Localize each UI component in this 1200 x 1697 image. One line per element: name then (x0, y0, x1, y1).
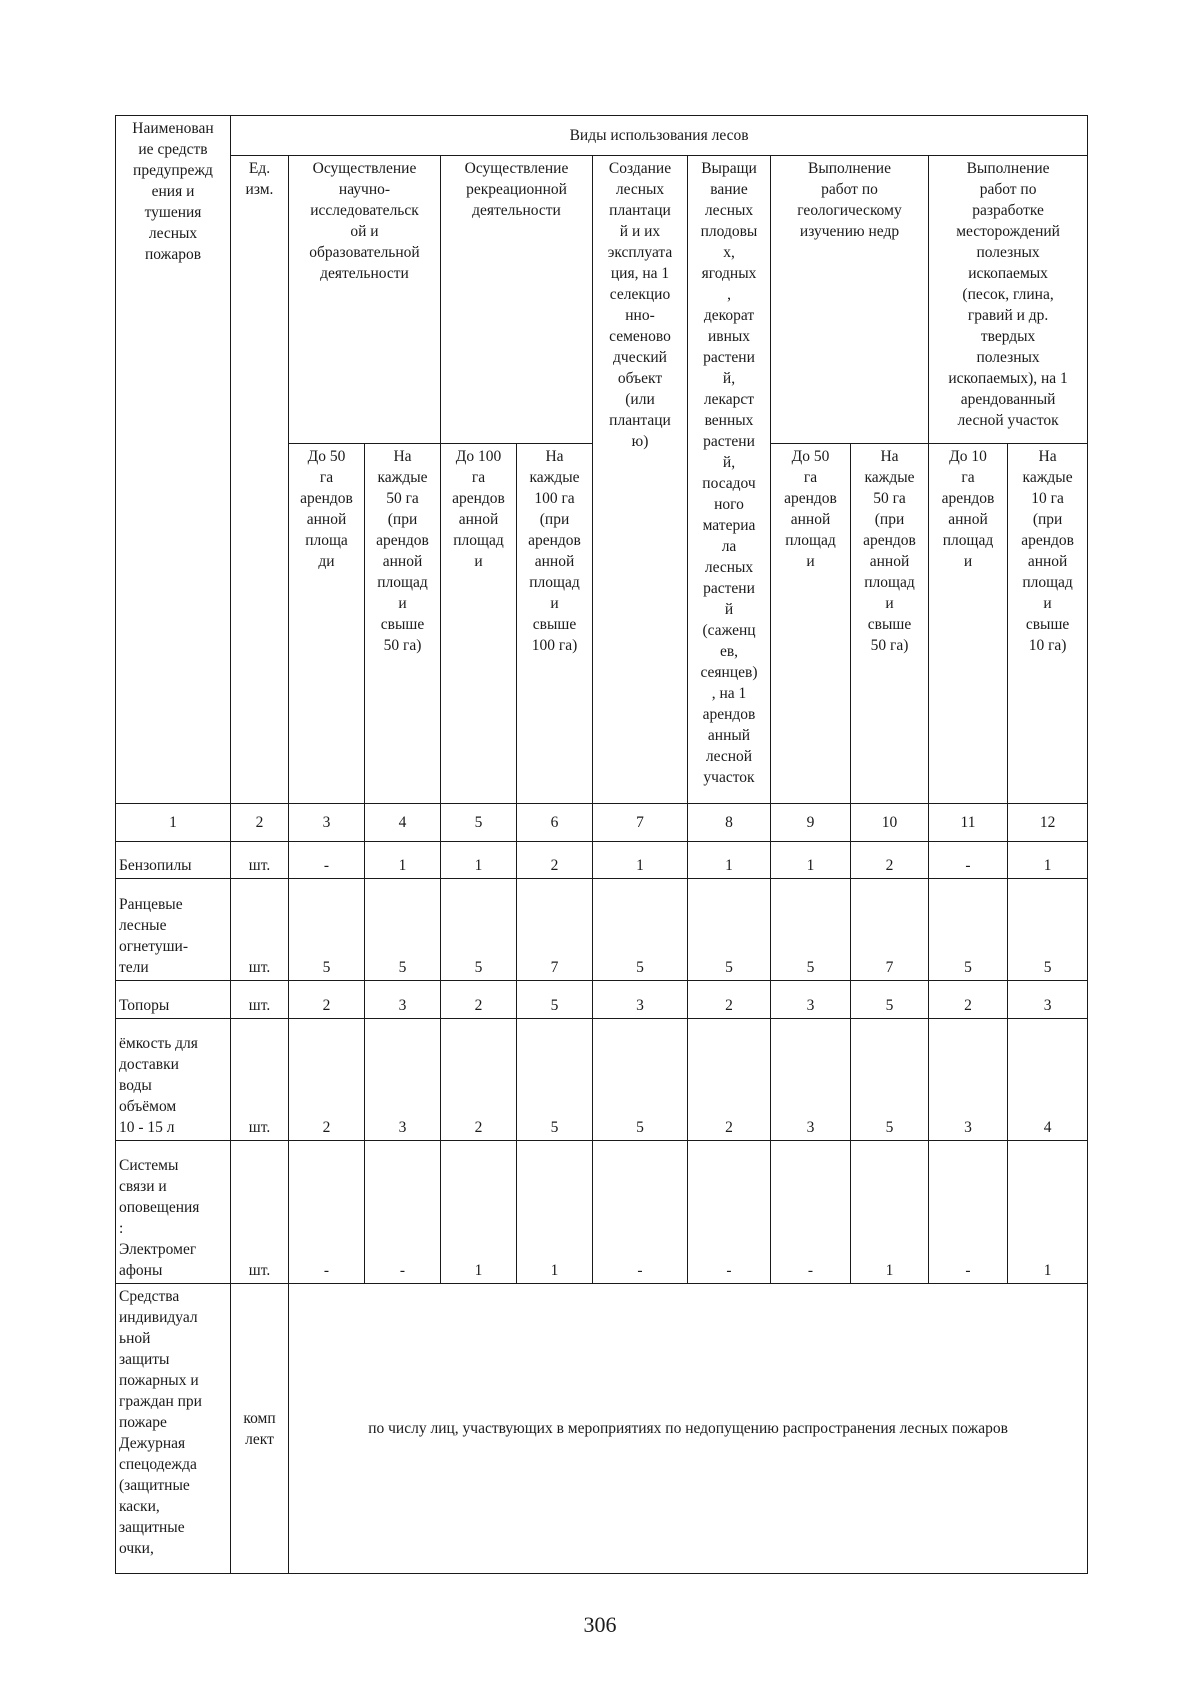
row-unit: шт. (231, 842, 289, 879)
row-name: Бензопилы (116, 842, 231, 879)
row-value: 2 (441, 1019, 517, 1141)
row-value: 2 (517, 842, 593, 879)
row-value: 7 (517, 879, 593, 981)
column-number: 4 (365, 804, 441, 842)
row-value: 3 (593, 981, 688, 1019)
row-value: 5 (517, 1019, 593, 1141)
row-name: Топоры (116, 981, 231, 1019)
table-row (116, 1284, 1088, 1574)
column-number: 1 (116, 804, 231, 842)
table-row (116, 842, 1088, 879)
header-name-column: Наименован ие средств предупрежд ения и тушения лесных пожаров (116, 116, 231, 804)
row-value: 5 (593, 1019, 688, 1141)
column-number: 6 (517, 804, 593, 842)
header-col-9: До 50 га арендов анной площад и (771, 444, 851, 804)
row-name: ёмкость для доставки воды объёмом 10 - 15 л (116, 1019, 231, 1141)
row-value: 2 (688, 981, 771, 1019)
row-unit: шт. (231, 981, 289, 1019)
row-value: 1 (517, 1141, 593, 1284)
row-note: по числу лиц, участвующих в мероприятиях по недопущению распространения лесных пожаров (289, 1284, 1088, 1574)
row-value: 3 (365, 981, 441, 1019)
row-value: - (365, 1141, 441, 1284)
column-number: 5 (441, 804, 517, 842)
column-number: 12 (1008, 804, 1088, 842)
header-col-12: На каждые 10 га (при арендов анной площад и свыше 10 га) (1008, 444, 1088, 804)
column-number: 10 (851, 804, 929, 842)
column-number: 9 (771, 804, 851, 842)
row-name: Средства индивидуал ьной защиты пожарных и граждан при пожаре Дежурная спецодежда (защитные каски, защитные очки, (116, 1284, 231, 1574)
header-group-recreation: Осуществление рекреационной деятельности (441, 156, 593, 444)
header-group-mining: Выполнение работ по разработке месторождений полезных ископаемых (песок, глина, гравий и др. твердых полезных ископаемых), на 1 арендованный лесной участок (929, 156, 1088, 444)
row-value: 1 (771, 842, 851, 879)
row-value: 5 (441, 879, 517, 981)
header-group-geology: Выполнение работ по геологическому изучению недр (771, 156, 929, 444)
row-value: 1 (851, 1141, 929, 1284)
table-row (116, 1019, 1088, 1141)
row-value: - (929, 1141, 1008, 1284)
row-value: 3 (365, 1019, 441, 1141)
row-unit: шт. (231, 1019, 289, 1141)
column-number: 2 (231, 804, 289, 842)
header-col-5: До 100 га арендов анной площад и (441, 444, 517, 804)
row-value: - (929, 842, 1008, 879)
row-value: - (289, 1141, 365, 1284)
row-value: 1 (441, 1141, 517, 1284)
row-value: 5 (851, 981, 929, 1019)
row-value: - (771, 1141, 851, 1284)
row-value: 7 (851, 879, 929, 981)
row-value: - (688, 1141, 771, 1284)
header-col-3: До 50 га арендов анной площа ди (289, 444, 365, 804)
row-unit: шт. (231, 879, 289, 981)
header-col-7: Создание лесных плантаци й и их эксплуата ция, на 1 селекцио нно- семеново дческий объект (или плантаци ю) (593, 156, 688, 804)
row-value: 5 (929, 879, 1008, 981)
column-number: 7 (593, 804, 688, 842)
row-value: 4 (1008, 1019, 1088, 1141)
header-col-11: До 10 га арендов анной площад и (929, 444, 1008, 804)
row-value: 3 (1008, 981, 1088, 1019)
row-value: - (289, 842, 365, 879)
row-value: 3 (771, 1019, 851, 1141)
row-value: 5 (593, 879, 688, 981)
row-value: 1 (1008, 842, 1088, 879)
row-unit: комп лект (231, 1284, 289, 1574)
header-col-4: На каждые 50 га (при арендов анной площад и свыше 50 га) (365, 444, 441, 804)
table-row (116, 879, 1088, 981)
header-col-6: На каждые 100 га (при арендов анной площад и свыше 100 га) (517, 444, 593, 804)
header-uses-of-forests: Виды использования лесов (231, 116, 1088, 156)
row-name: Ранцевые лесные огнетуши- тели (116, 879, 231, 981)
row-value: 5 (517, 981, 593, 1019)
row-value: 5 (289, 879, 365, 981)
row-value: 2 (929, 981, 1008, 1019)
header-unit: Ед. изм. (231, 156, 289, 804)
column-number: 11 (929, 804, 1008, 842)
row-value: 5 (771, 879, 851, 981)
row-value: - (593, 1141, 688, 1284)
page-number: 306 (583, 1612, 617, 1637)
header-col-10: На каждые 50 га (при арендов анной площад и свыше 50 га) (851, 444, 929, 804)
row-value: 2 (688, 1019, 771, 1141)
column-number: 8 (688, 804, 771, 842)
column-number-row (116, 804, 1088, 842)
header-col-8: Выращи вание лесных плодовы х, ягодных , декорат ивных растени й, лекарст венных растени й, посадоч ного материа ла лесных растени й (саженц ев, сеянцев) , на 1 арендов анный лесной участок (688, 156, 771, 804)
row-value: 1 (441, 842, 517, 879)
table-row (116, 1141, 1088, 1284)
row-value: 2 (851, 842, 929, 879)
row-value: 1 (365, 842, 441, 879)
row-value: 2 (289, 981, 365, 1019)
row-value: 5 (1008, 879, 1088, 981)
row-value: 2 (289, 1019, 365, 1141)
row-value: 5 (365, 879, 441, 981)
row-value: 1 (1008, 1141, 1088, 1284)
row-value: 3 (929, 1019, 1008, 1141)
row-value: 5 (688, 879, 771, 981)
row-value: 3 (771, 981, 851, 1019)
column-number: 3 (289, 804, 365, 842)
row-name: Системы связи и оповещения : Электромег афоны (116, 1141, 231, 1284)
row-value: 5 (851, 1019, 929, 1141)
row-value: 1 (593, 842, 688, 879)
row-value: 2 (441, 981, 517, 1019)
header-group-research: Осуществление научно- исследовательск ой и образовательной деятельности (289, 156, 441, 444)
table-row (116, 981, 1088, 1019)
row-unit: шт. (231, 1141, 289, 1284)
row-value: 1 (688, 842, 771, 879)
fire-equipment-table (115, 115, 1088, 1574)
